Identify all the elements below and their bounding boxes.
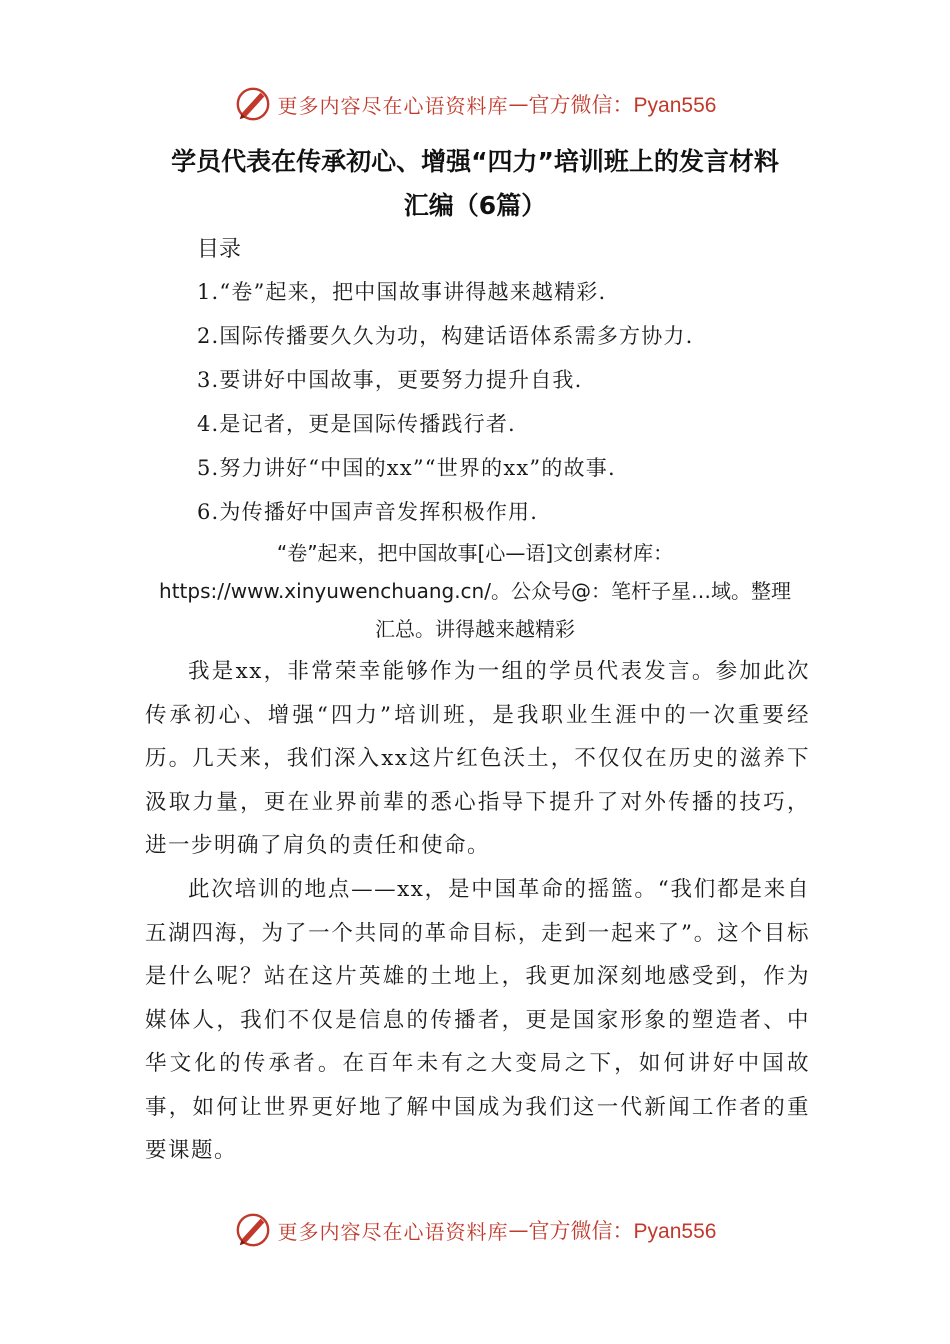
toc-item: 6.为传播好中国声音发挥积极作用. [197, 500, 539, 524]
banner-dash: — [508, 92, 529, 116]
body-paragraph: 此次培训的地点——xx，是中国革命的摇篮。“我们都是来自五湖四海，为了一个共同的革命目标，走到一起来了”。这个目标是什么呢？站在这片英雄的土地上，我更加深刻地感受到，作为媒体人，我们不仅是信息的传播者，更是国家形象的塑造者、中华文化的传承者。在百年未有之大变局之下，如何讲好中国故事，如何让世界更好地了解中国成为我们这一代新闻工作者的重要课题。 [145, 877, 810, 1163]
banner-text: 更多内容尽在心语资料库 [277, 1219, 509, 1244]
section-heading: “卷”起来，把中国故事[心—语]文创素材库：https://www.xinyuwenchuang.cn/。公众号@：笔杆子星…域。整理汇总。讲得越来越精彩 [159, 541, 791, 641]
toc-item: 5.努力讲好“中国的xx”“世界的xx”的故事. [197, 456, 616, 480]
header-banner [0, 82, 950, 126]
pen-logo-icon [234, 1211, 272, 1249]
toc-item: 2.国际传播要久久为功，构建话语体系需多方协力. [197, 324, 694, 348]
body-paragraph: 我是xx，非常荣幸能够作为一组的学员代表发言。参加此次传承初心、增强“四力”培训班，是我职业生涯中的一次重要经历。几天来，我们深入xx这片红色沃土，不仅仅在历史的滋养下汲取力量，更在业界前辈的悉心指导下提升了对外传播的技巧，进一步明确了肩负的责任和使命。 [145, 659, 810, 858]
pen-logo-icon [234, 85, 272, 123]
banner-wechat: 官方微信：Pyan556 [528, 1220, 717, 1243]
toc-item: 1.“卷”起来，把中国故事讲得越来越精彩. [197, 280, 607, 304]
toc-item: 4.是记者，更是国际传播践行者. [197, 412, 516, 436]
toc-list [197, 276, 694, 540]
toc-item: 3.要讲好中国故事，更要努力提升自我. [197, 368, 583, 392]
document-title-line1: 学员代表在传承初心、增强“四力”培训班上的发言材料 [171, 147, 779, 176]
banner-text: 更多内容尽在心语资料库 [277, 93, 509, 118]
document-title-line2: 汇编（6篇） [403, 191, 547, 220]
footer-banner [0, 1208, 950, 1252]
banner-dash: — [508, 1218, 529, 1242]
toc-heading: 目录 [197, 237, 242, 262]
banner-wechat: 官方微信：Pyan556 [528, 94, 717, 117]
